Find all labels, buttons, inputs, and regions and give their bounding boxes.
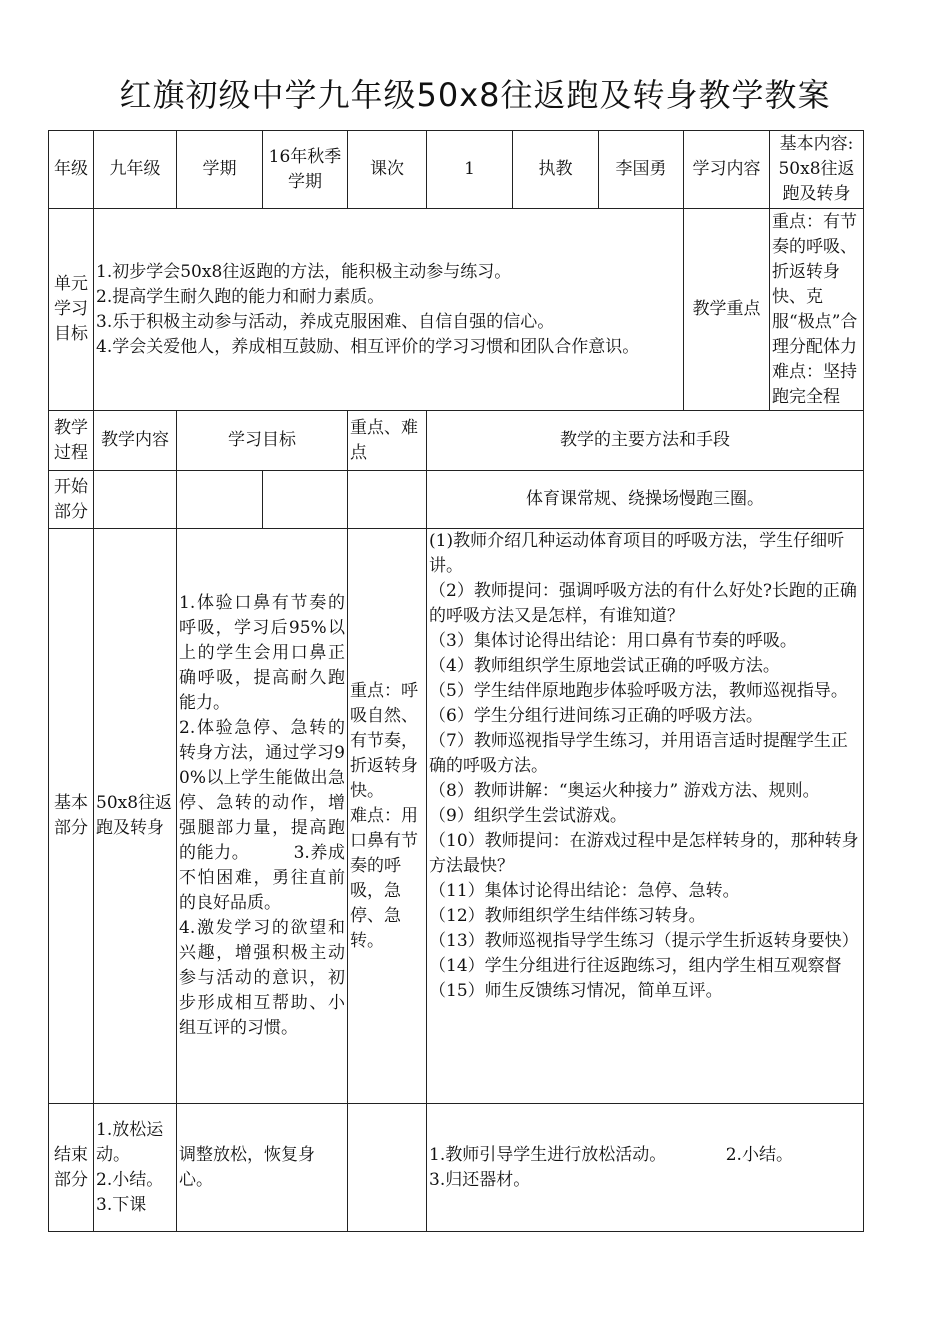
end-part-keypoints xyxy=(348,1104,427,1232)
process-keypoints-header: 重点、难点 xyxy=(348,411,427,471)
end-part-label: 结束部分 xyxy=(49,1104,94,1232)
method-step: （6）学生分组行进间练习正确的呼吸方法。 xyxy=(429,706,763,726)
teacher-value: 李国勇 xyxy=(599,131,684,209)
basic-part-content: 50x8往返跑及转身 xyxy=(94,529,177,1104)
start-part-label: 开始部分 xyxy=(49,471,94,529)
grade-value: 九年级 xyxy=(94,131,177,209)
start-part-methods: 体育课常规、绕操场慢跑三圈。 xyxy=(427,471,864,529)
basic-part-goal: 1.体验口鼻有节奏的呼吸，学习后95%以上的学生会用口鼻正确呼吸，提高耐久跑能力。 2.体验急停、急转的转身方法，通过学习90%以上学生能做出急停、急转的动作，增强腿部力量，提高跑的能力。 3.养成不怕困难，勇往直前的良好品质。 4.激发学习的欲望和兴趣，增强积极主动参与活动的意识，初步形成相互帮助、小组互评的习惯。 xyxy=(177,529,348,1104)
process-methods-header: 教学的主要方法和手段 xyxy=(427,411,864,471)
basic-part-methods xyxy=(427,529,864,1104)
header-row xyxy=(49,131,864,209)
method-step: （14）学生分组进行往返跑练习，组内学生相互观察督 xyxy=(429,956,842,976)
teaching-focus-text: 重点：有节奏的呼吸、折返转身快、克服“极点”合理分配体力 难点：坚持跑完全程 xyxy=(770,209,864,411)
method-step: （3）集体讨论得出结论：用口鼻有节奏的呼吸。 xyxy=(429,631,797,651)
method-step: （2）教师提问：强调呼吸方法的有什么好处?长跑的正确的呼吸方法又是怎样，有谁知道？ xyxy=(429,581,857,626)
end-part-goal: 调整放松，恢复身心。 xyxy=(177,1104,348,1232)
method-step: （10）教师提问：在游戏过程中是怎样转身的，那种转身方法最快？ xyxy=(429,831,859,876)
method-step: （4）教师组织学生原地尝试正确的呼吸方法。 xyxy=(429,656,780,676)
process-header-row xyxy=(49,411,864,471)
basic-part-keypoints: 重点：呼吸自然、有节奏，折返转身快。 难点：用口鼻有节奏的呼吸，急停、急转。 xyxy=(348,529,427,1104)
method-step: （5）学生结伴原地跑步体验呼吸方法，教师巡视指导。 xyxy=(429,681,848,701)
basic-part-row xyxy=(49,529,864,1104)
start-part-content xyxy=(94,471,177,529)
end-part-content: 1.放松运动。 2.小结。3.下课 xyxy=(94,1104,177,1232)
teacher-label: 执教 xyxy=(513,131,599,209)
grade-label: 年级 xyxy=(49,131,94,209)
teaching-focus-label: 教学重点 xyxy=(684,209,770,411)
method-step: （8）教师讲解：“奥运火种接力” 游戏方法、规则。 xyxy=(429,781,820,801)
term-label: 学期 xyxy=(177,131,263,209)
basic-part-label: 基本部分 xyxy=(49,529,94,1104)
process-content-header: 教学内容 xyxy=(94,411,177,471)
start-part-goal-b xyxy=(263,471,348,529)
content-value: 基本内容: 50x8往返跑及转身 xyxy=(770,131,864,209)
method-step: （12）教师组织学生结伴练习转身。 xyxy=(429,906,706,926)
lesson-value: 1 xyxy=(427,131,513,209)
end-part-methods: 1.教师引导学生进行放松活动。 2.小结。 3.归还器材。 xyxy=(427,1104,864,1232)
lesson-label: 课次 xyxy=(348,131,427,209)
unit-goals-text: 1.初步学会50x8往返跑的方法，能积极主动参与练习。 2.提高学生耐久跑的能力和耐力素质。 3.乐于积极主动参与活动，养成克服困难、自信自强的信心。 4.学会关爱他人，养成相互鼓励、相互评价的学习习惯和团队合作意识。 xyxy=(94,209,684,411)
page-title: 红旗初级中学九年级50x8往返跑及转身教学教案 xyxy=(119,76,831,114)
process-stage-header: 教学过程 xyxy=(49,411,94,471)
end-part-row xyxy=(49,1104,864,1232)
term-value: 16年秋季学期 xyxy=(263,131,348,209)
method-step: （13）教师巡视指导学生练习（提示学生折返转身要快） xyxy=(429,931,859,951)
process-goal-header: 学习目标 xyxy=(177,411,348,471)
unit-goals-label: 单元学习目标 xyxy=(49,209,94,411)
method-step: （11）集体讨论得出结论：急停、急转。 xyxy=(429,881,740,901)
method-step: (1)教师介绍几种运动体育项目的呼吸方法，学生仔细听讲。 xyxy=(429,531,845,576)
start-part-keypoints xyxy=(348,471,427,529)
method-step: （9）组织学生尝试游戏。 xyxy=(429,806,627,826)
content-label: 学习内容 xyxy=(684,131,770,209)
start-part-row xyxy=(49,471,864,529)
lesson-plan-table xyxy=(48,130,864,1232)
method-step: （15）师生反馈练习情况，简单互评。 xyxy=(429,981,723,1001)
unit-goals-row xyxy=(49,209,864,411)
start-part-goal-a xyxy=(177,471,263,529)
method-step: （7）教师巡视指导学生练习，并用语言适时提醒学生正确的呼吸方法。 xyxy=(429,731,848,776)
